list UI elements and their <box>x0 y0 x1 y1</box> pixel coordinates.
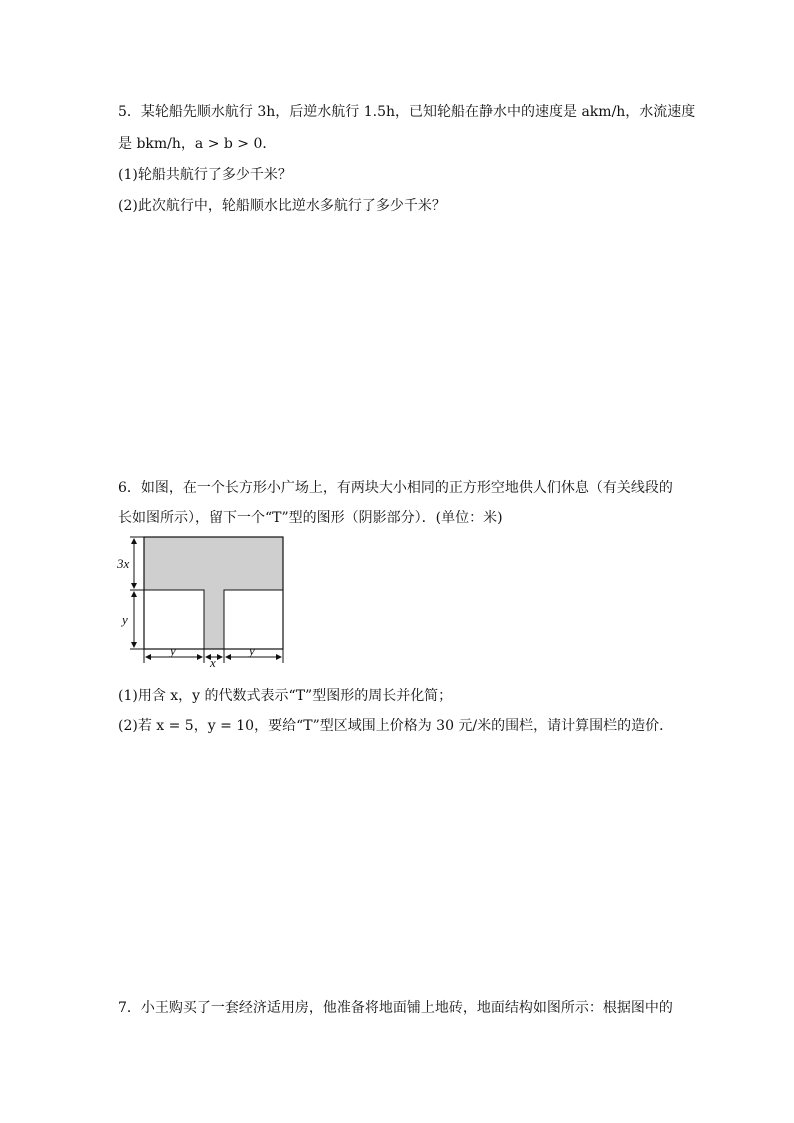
label-y-bottom-right: y <box>249 643 255 658</box>
q6-sub1: (1)用含 x，y 的代数式表示“T”型图形的周长并化简； <box>118 688 453 704</box>
q5-sub2: (2)此次航行中，轮船顺水比逆水多航行了多少千米？ <box>118 198 446 214</box>
t-shape-figure <box>116 533 291 668</box>
right-square <box>224 590 283 649</box>
q5-line1: 5．某轮船先顺水航行 3h，后逆水航行 1.5h，已知轮船在静水中的速度是 akm/h，水流速度 <box>118 104 696 120</box>
q5-sub1: (1)轮船共航行了多少千米？ <box>118 167 292 183</box>
q6-sub2: (2)若 x = 5，y = 10，要给“T”型区域围上价格为 30 元/米的围栏，请计算围栏的造价． <box>118 718 674 734</box>
label-x-bottom: x <box>210 655 216 668</box>
label-3x: 3x <box>117 556 130 571</box>
label-y-bottom-left: y <box>170 643 176 658</box>
q6-line2: 长如图所示），留下一个“T”型的图形（阴影部分）．(单位：米) <box>118 510 503 526</box>
q5-line2: 是 bkm/h，a > b > 0． <box>118 136 277 152</box>
left-square <box>144 590 204 649</box>
label-y-left: y <box>122 612 128 627</box>
q6-line1: 6．如图，在一个长方形小广场上，有两块大小相同的正方形空地供人们休息（有关线段的 <box>118 480 673 496</box>
q7-line1: 7．小王购买了一套经济适用房，他准备将地面铺上地砖，地面结构如图所示：根据图中的 <box>118 1000 673 1016</box>
